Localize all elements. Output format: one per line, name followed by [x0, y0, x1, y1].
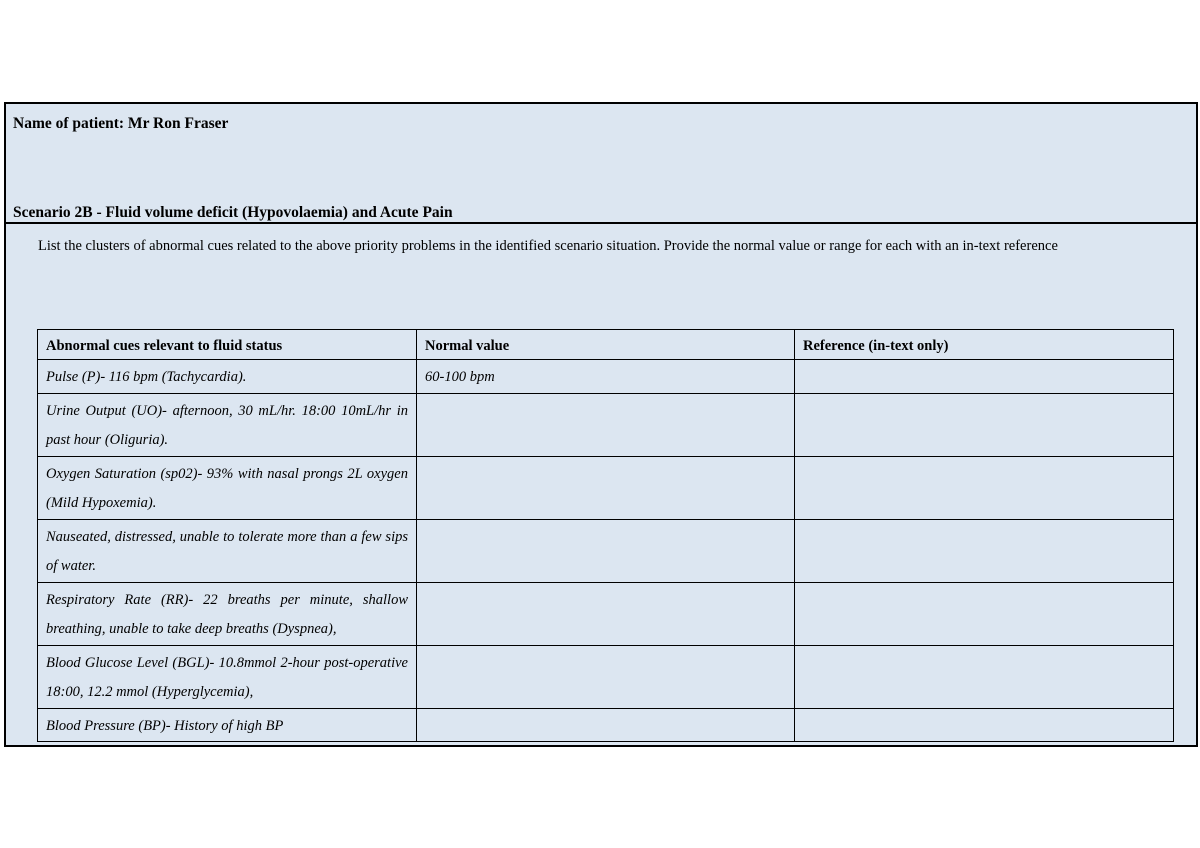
table-header-row	[38, 330, 1174, 360]
abnormal-cues-table	[37, 329, 1174, 742]
normal-value-cell	[417, 645, 795, 708]
column-header-cues: Abnormal cues relevant to fluid status	[38, 330, 417, 360]
normal-value-cell	[417, 456, 795, 519]
cue-cell: Respiratory Rate (RR)- 22 breaths per minute, shallow breathing, unable to take deep breaths (Dyspnea),	[38, 582, 417, 645]
reference-cell	[795, 360, 1174, 394]
patient-name: Name of patient: Mr Ron Fraser	[13, 115, 229, 132]
instructions-text: List the clusters of abnormal cues related to the above priority problems in the identified scenario situation. Provide the normal value or range for each with an in-text reference	[38, 238, 1058, 254]
normal-value-cell: 60-100 bpm	[417, 360, 795, 394]
reference-cell	[795, 582, 1174, 645]
cue-cell: Urine Output (UO)- afternoon, 30 mL/hr. 18:00 10mL/hr in past hour (Oliguria).	[38, 393, 417, 456]
reference-cell	[795, 708, 1174, 742]
table-row	[38, 393, 1174, 456]
normal-value-cell	[417, 582, 795, 645]
table-row	[38, 519, 1174, 582]
cue-cell: Blood Glucose Level (BGL)- 10.8mmol 2-hour post-operative 18:00, 12.2 mmol (Hyperglycemia),	[38, 645, 417, 708]
cue-cell: Nauseated, distressed, unable to tolerate more than a few sips of water.	[38, 519, 417, 582]
normal-value-cell	[417, 393, 795, 456]
normal-value-cell	[417, 519, 795, 582]
table-row	[38, 456, 1174, 519]
cue-cell: Pulse (P)- 116 bpm (Tachycardia).	[38, 360, 417, 394]
reference-cell	[795, 456, 1174, 519]
normal-value-cell	[417, 708, 795, 742]
column-header-reference: Reference (in-text only)	[795, 330, 1174, 360]
reference-cell	[795, 645, 1174, 708]
column-header-normal-value: Normal value	[417, 330, 795, 360]
table-row	[38, 360, 1174, 394]
table-row	[38, 645, 1174, 708]
scenario-title: Scenario 2B - Fluid volume deficit (Hypovolaemia) and Acute Pain	[13, 204, 453, 221]
reference-cell	[795, 393, 1174, 456]
assessment-box	[4, 102, 1198, 747]
reference-cell	[795, 519, 1174, 582]
cue-cell: Oxygen Saturation (sp02)- 93% with nasal prongs 2L oxygen (Mild Hypoxemia).	[38, 456, 417, 519]
table-row	[38, 708, 1174, 742]
table-row	[38, 582, 1174, 645]
header-section	[6, 104, 1196, 224]
cue-cell: Blood Pressure (BP)- History of high BP	[38, 708, 417, 742]
